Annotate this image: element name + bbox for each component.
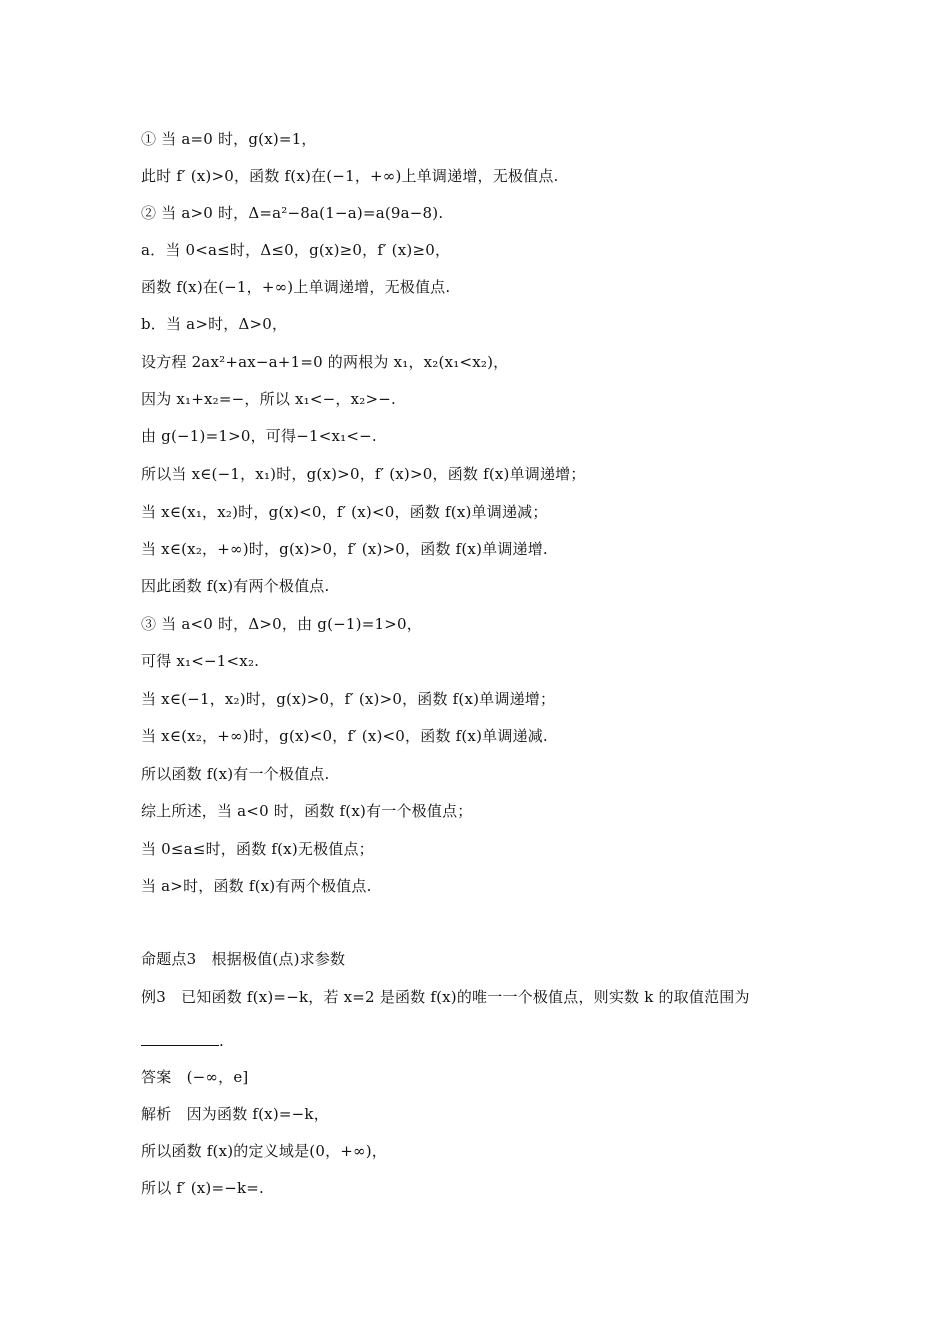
section-title: 命题点3 根据极值(点)求参数	[141, 950, 346, 968]
answer-blank-line	[141, 1030, 224, 1052]
analysis-line-2: 所以函数 f(x)的定义域是(0，+∞)，	[141, 1142, 387, 1160]
solution-line-21: 当 a>时，函数 f(x)有两个极值点.	[141, 877, 372, 895]
answer-line: 答案 (−∞，e]	[141, 1068, 249, 1086]
solution-line-19: 综上所述，当 a<0 时，函数 f(x)有一个极值点；	[141, 802, 473, 820]
solution-line-5: 函数 f(x)在(−1，+∞)上单调递增，无极值点.	[141, 278, 451, 296]
solution-line-13: 因此函数 f(x)有两个极值点.	[141, 577, 330, 595]
solution-line-3: ② 当 a>0 时，Δ=a²−8a(1−a)=a(9a−8).	[141, 204, 444, 222]
answer-blank	[141, 1031, 219, 1046]
solution-line-11: 当 x∈(x₁，x₂)时，g(x)<0，f′ (x)<0，函数 f(x)单调递减；	[141, 503, 548, 521]
solution-line-7: 设方程 2ax²+ax−a+1=0 的两根为 x₁，x₂(x₁<x₂)，	[141, 353, 509, 371]
solution-line-16: 当 x∈(−1，x₂)时，g(x)>0，f′ (x)>0，函数 f(x)单调递增；	[141, 690, 556, 708]
solution-line-2: 此时 f′ (x)>0，函数 f(x)在(−1，+∞)上单调递增，无极值点.	[141, 167, 559, 185]
solution-line-1: ① 当 a=0 时，g(x)=1，	[141, 130, 317, 148]
solution-line-4: a．当 0<a≤时，Δ≤0，g(x)≥0，f′ (x)≥0，	[141, 241, 451, 259]
solution-line-6: b．当 a>时，Δ>0，	[141, 315, 288, 333]
solution-line-15: 可得 x₁<−1<x₂.	[141, 652, 260, 670]
solution-line-20: 当 0≤a≤时，函数 f(x)无极值点；	[141, 840, 374, 858]
solution-line-14: ③ 当 a<0 时，Δ>0，由 g(−1)=1>0，	[141, 615, 422, 633]
solution-line-8: 因为 x₁+x₂=−，所以 x₁<−，x₂>−.	[141, 390, 396, 408]
solution-line-18: 所以函数 f(x)有一个极值点.	[141, 765, 330, 783]
solution-line-9: 由 g(−1)=1>0，可得−1<x₁<−.	[141, 427, 377, 445]
analysis-line-3: 所以 f′ (x)=−k=.	[141, 1179, 265, 1197]
analysis-line-1: 解析 因为函数 f(x)=−k，	[141, 1105, 329, 1123]
example-question: 例3 已知函数 f(x)=−k，若 x=2 是函数 f(x)的唯一一个极值点，则实数 k 的取值范围为	[141, 988, 750, 1006]
solution-line-12: 当 x∈(x₂，+∞)时，g(x)>0，f′ (x)>0，函数 f(x)单调递增.	[141, 540, 548, 558]
answer-blank-period: .	[219, 1032, 224, 1050]
solution-line-10: 所以当 x∈(−1，x₁)时，g(x)>0，f′ (x)>0，函数 f(x)单调递增；	[141, 465, 586, 483]
solution-line-17: 当 x∈(x₂，+∞)时，g(x)<0，f′ (x)<0，函数 f(x)单调递减.	[141, 727, 548, 745]
